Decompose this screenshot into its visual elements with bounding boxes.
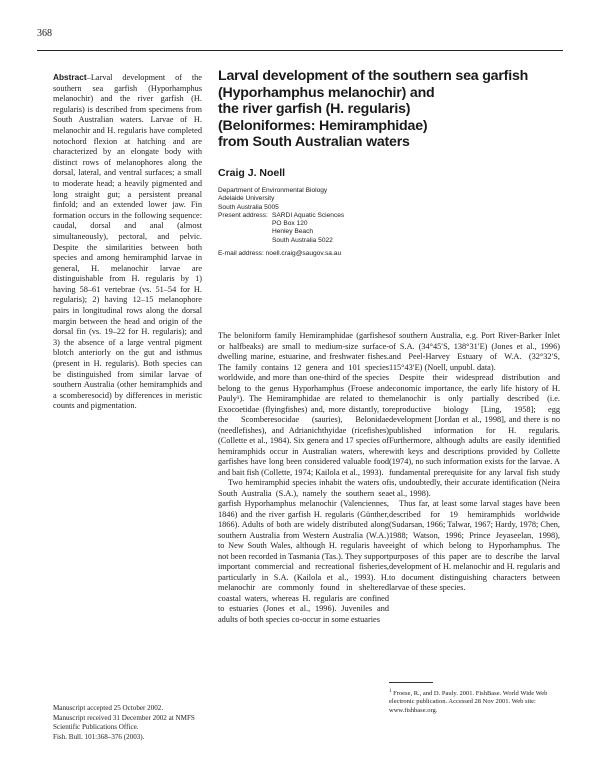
footnote — [389, 688, 560, 715]
abstract — [53, 72, 202, 412]
footnote-rule — [389, 682, 433, 683]
body-paragraph: The beloniform family Hemiramphidae (garfishes or halfbeaks) are small to medium-size surface-dwelling marine, estuarine, and freshwater fishes. The family contains 12 genera and 101 species worldwide, and more than one-third of the species belong to the genus Hyporhamphus (Froese and Pauly¹). The Hemiramphidae are related to the Exocoetidae (flyingfishes) and, more distantly, to the Scomberesocidae (sauries), Belonidae (needlefishes), and Adrianichthyidae (ricefishes) (Collette et al., 1984). Six genera and 17 species of hemiramphids occur in Australian waters, where garfishes have long been considered valuable food and bait fish (Collette, 1974; Kailola et al., 1993). — [218, 331, 389, 477]
present-address-line: PO Box 120 — [272, 220, 308, 228]
title-line: Larval development of the southern sea garfish — [218, 68, 529, 84]
title-line: (Beloniformes: Hemiramphidae) — [218, 117, 428, 134]
title-block — [218, 68, 563, 258]
journal-citation: Fish. Bull. 101:368–376 (2003). — [53, 732, 145, 741]
header-rule — [37, 50, 563, 51]
manuscript-received: Manuscript received 31 December 2002 at NMFS Scientific Publications Office. — [53, 713, 195, 731]
body-paragraph: Thus far, at least some larval stages have been described for 19 hemiramphids worldwide (Sudarsan, 1966; Talwar, 1967; Hardy, 1978; Chen, 1988; Watson, 1996; Prince Jeyaseelan, 1998), eight of which belong to Hyporhamphus. The purposes of this paper are to describe the larval development of H. melanochir and H. regularis and to document distinguishing characters between larvae of these species. — [389, 499, 560, 592]
present-address-line: SARDI Aquatic Sciences — [272, 211, 345, 219]
affiliation — [218, 187, 563, 258]
present-address-line: South Australia 5022 — [272, 236, 333, 244]
body-paragraph: Two hemiramphid species inhabit the waters of South Australia (S.A.), namely the southern sea garfish Hyporhamphus melanochir (Valenciennes, 1846) and the river garfish H. regularis (Günther, 1866). Adults of both are widely distributed along southern Australia from Western Australia (W.A.) to New South Wales, although H. regularis have not been recorded in Tasmania (Tas.). They support important commercial and recreational fisheries, particularly in S.A. (Kailola et al., 1993). H. melanochir are commonly found in sheltered coastal waters, whereas H. regularis are confined to estuaries (Jones et al., 1996). Juveniles and adults of both species co-occur in some estuaries — [218, 478, 389, 624]
footnote-mark: 1 — [389, 689, 392, 694]
affiliation-line: South Australia 5005 — [218, 203, 279, 211]
body-paragraph: of southern Australia, e.g. Port River-Barker Inlet of S.A. (34°45′S, 138°31′E) (Jones et al., 1996) and Peel-Harvey Estuary of W.A. (32°32′S, 115°43′E) (Noell, unpubl. data). — [389, 331, 560, 372]
body-column-right — [389, 331, 560, 594]
author-name: Craig J. Noell — [218, 166, 286, 179]
affiliation-line: Adelaide University — [218, 195, 275, 203]
title-line: the river garfish (H. regularis) — [218, 101, 411, 118]
title-line: (Hyporhamphus melanochir) and — [218, 84, 435, 101]
body-column-left — [218, 331, 389, 625]
present-address-label: Present address: — [218, 211, 268, 219]
body-paragraph: Despite their widespread distribution and economic importance, the early life history of H. melanochir is only partially described (i.e. reproductive biology [Ling, 1958]; egg development [Jordan et al., 1998], and there is no published information for H. regularis. Furthermore, although adults are easily identified with keys and descriptions provided by Collette (1974), no such information exists for the larvae. A fundamental prerequisite for any larval fish study is, undoubtedly, their accurate identification (Neira et al., 1998). — [389, 373, 560, 498]
email-address: E-mail address: noell.craig@saugov.sa.au — [218, 250, 342, 258]
present-address-line: Henley Beach — [272, 228, 314, 236]
abstract-heading: Abstract — [53, 72, 87, 82]
page-number: 368 — [37, 28, 52, 39]
manuscript-info — [53, 704, 213, 742]
manuscript-accepted: Manuscript accepted 25 October 2002. — [53, 704, 164, 712]
affiliation-line: Department of Environmental Biology — [218, 186, 328, 194]
article-title — [218, 68, 563, 151]
abstract-text: –Larval development of the southern sea garfish (Hyporhamphus melanochir) and the river garfish (H. regularis) is described from specimens from South Australian waters. Larvae of H. melanochir and H. regularis have completed notochord flexion at hatching and are characterized by an elongate body with distinct rows of melanophores along the dorsal, lateral, and ventral surfaces; a small to moderate head; a heavily pigmented and long straight gut; a persistent preanal finfold; and an extended lower jaw. Fin formation occurs in the following sequence: caudal, dorsal and anal (almost simultaneously), pectoral, and pelvic. Despite the similarities between both species and among hemiramphid larvae in general, H. melanochir larvae are distinguishable from H. regularis by 1) having 58–61 vertebrae (vs. 51–54 for H. regularis); 2) having 12–15 melanophore pairs in longitudinal rows along the dorsal margin between the head and origin of the dorsal fin (vs. 19–22 for H. regularis); and 3) the absence of a large ventral pigment blotch anteriorly on the gut and isthmus (present in H. regularis). Both species can be distinguished from similar larvae of southern Australia (other hemiramphids and a scomberesocid) by differences in meristic counts and pigmentation. — [53, 73, 202, 411]
title-line: from South Australian waters — [218, 134, 410, 151]
footnote-text: Froese, R., and D. Pauly. 2001. FishBase. World Wide Web electronic publication. Accessed 28 Nov 2001. Web site: www.fishbase.org. — [389, 690, 548, 714]
